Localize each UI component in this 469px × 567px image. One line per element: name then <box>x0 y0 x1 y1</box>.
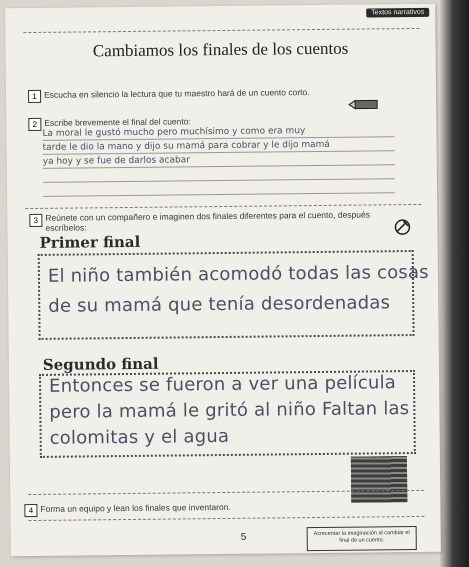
handwritten-line: tarde le dio la mano y dijo su mamá para cobrar y le dijo mamá <box>42 139 330 153</box>
handwritten-line: El niño también acomodó todas las cosas <box>47 261 429 287</box>
page-number: 5 <box>240 531 247 543</box>
pencil-icon <box>347 98 379 110</box>
page-title: Cambiamos los finales de los cuentos <box>92 38 349 61</box>
divider <box>25 204 421 209</box>
qr-code-image <box>351 456 407 503</box>
first-final-heading: Primer final <box>39 232 141 252</box>
item-3-number: 3 <box>29 214 42 227</box>
second-final-heading: Segundo final <box>42 354 159 374</box>
handwritten-line: La moral le gustó mucho pero muchísimo y como era muy <box>42 126 306 139</box>
ruled-line <box>43 178 395 183</box>
ruled-line <box>43 192 395 197</box>
item-4-text: Forma un equipo y lean los finales que inventaron. <box>40 501 231 514</box>
item-2-text: Escribe brevemente el final del cuento: <box>44 116 191 128</box>
handwritten-line: colomitas y el agua <box>49 425 230 449</box>
section-tag: Textos narrativos <box>366 8 429 18</box>
worksheet-page <box>5 4 441 556</box>
handwritten-line: de su mamá que tenía desordenadas <box>48 292 391 317</box>
divider <box>29 516 425 521</box>
header-dash-line <box>23 28 419 33</box>
item-3-text: Reúnete con un compañero e imaginen dos finales diferentes para el cuento, después escríbelos: <box>45 209 371 233</box>
item-4-number: 4 <box>24 504 37 517</box>
handwritten-line: pero la mamá le gritó al niño Faltan las <box>49 398 410 423</box>
pencil-badge-icon <box>393 218 411 236</box>
item-1-number: 1 <box>28 90 41 103</box>
handwritten-line: ya hoy y se fue de darlos acabar <box>42 155 190 167</box>
item-1-text: Escucha en silencio la lectura que tu maestro hará de un cuento corto. <box>43 87 310 100</box>
handwritten-line: Entonces se fueron a ver una película <box>48 372 397 397</box>
item-2-number: 2 <box>28 118 41 131</box>
learning-goal-note: Acrecentar la imaginación al cambiar el final de un cuento. <box>307 526 417 551</box>
binder-edge <box>440 0 469 567</box>
